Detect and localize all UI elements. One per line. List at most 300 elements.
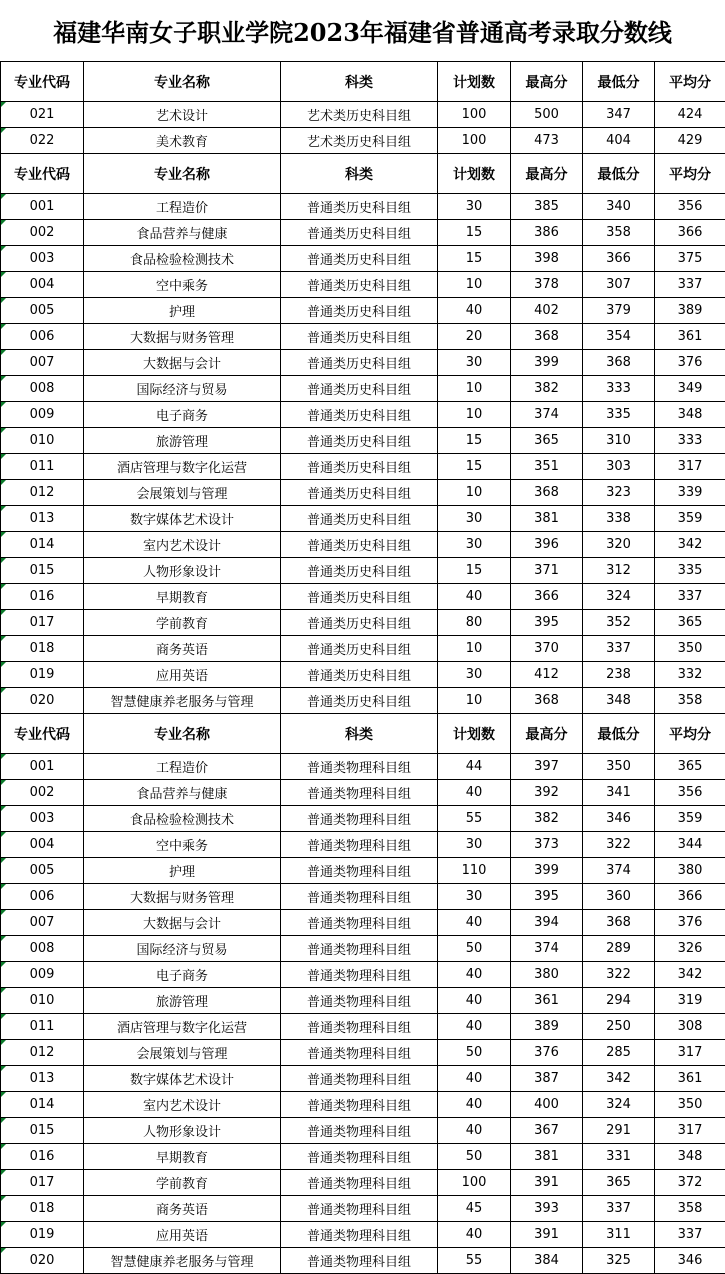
column-header-code: 专业代码 xyxy=(1,62,84,102)
cell-code: 014 xyxy=(1,1092,84,1118)
cell-major: 食品营养与健康 xyxy=(84,780,281,806)
cell-min-score: 352 xyxy=(583,610,655,636)
cell-avg-score: 376 xyxy=(655,910,725,936)
cell-plan: 30 xyxy=(438,662,511,688)
cell-avg-score: 317 xyxy=(655,1118,725,1144)
cell-major: 食品营养与健康 xyxy=(84,220,281,246)
cell-major: 电子商务 xyxy=(84,402,281,428)
cell-avg-score: 358 xyxy=(655,688,725,714)
table-row xyxy=(1,1014,725,1040)
cell-plan: 40 xyxy=(438,910,511,936)
cell-plan: 10 xyxy=(438,272,511,298)
cell-major: 空中乘务 xyxy=(84,272,281,298)
cell-code: 005 xyxy=(1,858,84,884)
score-table-body xyxy=(1,62,725,1274)
cell-category: 普通类历史科目组 xyxy=(281,350,438,376)
cell-avg-score: 342 xyxy=(655,962,725,988)
table-row xyxy=(1,1196,725,1222)
cell-category: 普通类物理科目组 xyxy=(281,1196,438,1222)
cell-max-score: 381 xyxy=(511,506,583,532)
cell-category: 普通类物理科目组 xyxy=(281,1092,438,1118)
table-row xyxy=(1,558,725,584)
cell-category: 普通类历史科目组 xyxy=(281,584,438,610)
cell-max-score: 370 xyxy=(511,636,583,662)
page-title: 福建华南女子职业学院2023年福建省普通高考录取分数线 xyxy=(0,0,725,62)
cell-min-score: 374 xyxy=(583,858,655,884)
cell-code: 015 xyxy=(1,558,84,584)
cell-major: 人物形象设计 xyxy=(84,558,281,584)
table-row xyxy=(1,688,725,714)
cell-plan: 15 xyxy=(438,246,511,272)
column-header-plan: 计划数 xyxy=(438,62,511,102)
cell-major: 酒店管理与数字化运营 xyxy=(84,1014,281,1040)
cell-plan: 30 xyxy=(438,832,511,858)
cell-major: 艺术设计 xyxy=(84,102,281,128)
cell-avg-score: 335 xyxy=(655,558,725,584)
cell-code: 014 xyxy=(1,532,84,558)
cell-min-score: 347 xyxy=(583,102,655,128)
cell-category: 普通类物理科目组 xyxy=(281,780,438,806)
cell-max-score: 380 xyxy=(511,962,583,988)
cell-code: 011 xyxy=(1,1014,84,1040)
cell-min-score: 291 xyxy=(583,1118,655,1144)
cell-category: 普通类物理科目组 xyxy=(281,936,438,962)
cell-max-score: 393 xyxy=(511,1196,583,1222)
table-row xyxy=(1,102,725,128)
cell-category: 普通类历史科目组 xyxy=(281,272,438,298)
cell-code: 007 xyxy=(1,910,84,936)
column-header-plan: 计划数 xyxy=(438,154,511,194)
cell-min-score: 358 xyxy=(583,220,655,246)
cell-category: 普通类物理科目组 xyxy=(281,884,438,910)
cell-min-score: 337 xyxy=(583,636,655,662)
cell-code: 004 xyxy=(1,272,84,298)
cell-code: 016 xyxy=(1,1144,84,1170)
table-row xyxy=(1,636,725,662)
cell-major: 护理 xyxy=(84,298,281,324)
cell-avg-score: 349 xyxy=(655,376,725,402)
column-header-major: 专业名称 xyxy=(84,714,281,754)
cell-major: 大数据与会计 xyxy=(84,350,281,376)
cell-major: 工程造价 xyxy=(84,194,281,220)
cell-avg-score: 348 xyxy=(655,402,725,428)
cell-avg-score: 308 xyxy=(655,1014,725,1040)
cell-min-score: 368 xyxy=(583,910,655,936)
cell-major: 室内艺术设计 xyxy=(84,1092,281,1118)
column-header-category: 科类 xyxy=(281,154,438,194)
cell-avg-score: 372 xyxy=(655,1170,725,1196)
cell-min-score: 333 xyxy=(583,376,655,402)
cell-major: 工程造价 xyxy=(84,754,281,780)
cell-min-score: 238 xyxy=(583,662,655,688)
cell-code: 010 xyxy=(1,988,84,1014)
cell-max-score: 387 xyxy=(511,1066,583,1092)
column-header-code: 专业代码 xyxy=(1,714,84,754)
cell-max-score: 382 xyxy=(511,376,583,402)
table-row xyxy=(1,962,725,988)
cell-max-score: 395 xyxy=(511,884,583,910)
cell-code: 020 xyxy=(1,688,84,714)
cell-max-score: 399 xyxy=(511,858,583,884)
cell-major: 人物形象设计 xyxy=(84,1118,281,1144)
cell-plan: 100 xyxy=(438,102,511,128)
cell-category: 普通类历史科目组 xyxy=(281,454,438,480)
cell-major: 国际经济与贸易 xyxy=(84,936,281,962)
cell-max-score: 395 xyxy=(511,610,583,636)
cell-avg-score: 359 xyxy=(655,806,725,832)
cell-max-score: 351 xyxy=(511,454,583,480)
cell-major: 酒店管理与数字化运营 xyxy=(84,454,281,480)
cell-max-score: 397 xyxy=(511,754,583,780)
table-row xyxy=(1,858,725,884)
cell-max-score: 378 xyxy=(511,272,583,298)
cell-plan: 50 xyxy=(438,1040,511,1066)
table-row xyxy=(1,662,725,688)
cell-max-score: 371 xyxy=(511,558,583,584)
cell-min-score: 354 xyxy=(583,324,655,350)
section-header-row xyxy=(1,62,725,102)
cell-major: 数字媒体艺术设计 xyxy=(84,506,281,532)
cell-min-score: 324 xyxy=(583,584,655,610)
column-header-min-score: 最低分 xyxy=(583,154,655,194)
cell-code: 017 xyxy=(1,610,84,636)
cell-avg-score: 424 xyxy=(655,102,725,128)
cell-min-score: 312 xyxy=(583,558,655,584)
cell-category: 普通类历史科目组 xyxy=(281,194,438,220)
cell-avg-score: 375 xyxy=(655,246,725,272)
cell-major: 早期教育 xyxy=(84,584,281,610)
cell-category: 普通类历史科目组 xyxy=(281,506,438,532)
cell-max-score: 394 xyxy=(511,910,583,936)
column-header-category: 科类 xyxy=(281,62,438,102)
cell-max-score: 365 xyxy=(511,428,583,454)
cell-min-score: 307 xyxy=(583,272,655,298)
cell-avg-score: 326 xyxy=(655,936,725,962)
cell-major: 旅游管理 xyxy=(84,988,281,1014)
cell-category: 普通类历史科目组 xyxy=(281,402,438,428)
cell-code: 001 xyxy=(1,194,84,220)
cell-avg-score: 356 xyxy=(655,194,725,220)
cell-category: 普通类物理科目组 xyxy=(281,1248,438,1274)
column-header-category: 科类 xyxy=(281,714,438,754)
cell-major: 数字媒体艺术设计 xyxy=(84,1066,281,1092)
cell-plan: 100 xyxy=(438,1170,511,1196)
cell-plan: 40 xyxy=(438,298,511,324)
cell-major: 护理 xyxy=(84,858,281,884)
table-row xyxy=(1,832,725,858)
cell-min-score: 303 xyxy=(583,454,655,480)
cell-major: 商务英语 xyxy=(84,636,281,662)
cell-plan: 40 xyxy=(438,780,511,806)
cell-category: 普通类历史科目组 xyxy=(281,662,438,688)
cell-min-score: 348 xyxy=(583,688,655,714)
cell-min-score: 322 xyxy=(583,832,655,858)
cell-plan: 40 xyxy=(438,1066,511,1092)
cell-category: 普通类物理科目组 xyxy=(281,1118,438,1144)
cell-major: 会展策划与管理 xyxy=(84,480,281,506)
cell-plan: 15 xyxy=(438,428,511,454)
cell-major: 国际经济与贸易 xyxy=(84,376,281,402)
cell-major: 大数据与会计 xyxy=(84,910,281,936)
table-row xyxy=(1,506,725,532)
cell-plan: 20 xyxy=(438,324,511,350)
table-row xyxy=(1,350,725,376)
cell-avg-score: 333 xyxy=(655,428,725,454)
cell-category: 普通类历史科目组 xyxy=(281,376,438,402)
cell-category: 普通类历史科目组 xyxy=(281,688,438,714)
cell-avg-score: 339 xyxy=(655,480,725,506)
table-row xyxy=(1,246,725,272)
cell-avg-score: 348 xyxy=(655,1144,725,1170)
table-row xyxy=(1,376,725,402)
cell-avg-score: 337 xyxy=(655,1222,725,1248)
cell-plan: 44 xyxy=(438,754,511,780)
cell-code: 018 xyxy=(1,636,84,662)
column-header-max-score: 最高分 xyxy=(511,154,583,194)
cell-plan: 100 xyxy=(438,128,511,154)
cell-plan: 40 xyxy=(438,1014,511,1040)
cell-min-score: 250 xyxy=(583,1014,655,1040)
cell-max-score: 396 xyxy=(511,532,583,558)
cell-major: 会展策划与管理 xyxy=(84,1040,281,1066)
table-row xyxy=(1,220,725,246)
cell-avg-score: 337 xyxy=(655,272,725,298)
cell-max-score: 361 xyxy=(511,988,583,1014)
cell-max-score: 374 xyxy=(511,936,583,962)
column-header-plan: 计划数 xyxy=(438,714,511,754)
cell-code: 013 xyxy=(1,1066,84,1092)
cell-min-score: 320 xyxy=(583,532,655,558)
cell-code: 012 xyxy=(1,480,84,506)
cell-category: 普通类历史科目组 xyxy=(281,480,438,506)
table-row xyxy=(1,532,725,558)
table-row xyxy=(1,1248,725,1274)
cell-plan: 55 xyxy=(438,1248,511,1274)
cell-major: 食品检验检测技术 xyxy=(84,806,281,832)
cell-max-score: 381 xyxy=(511,1144,583,1170)
cell-major: 学前教育 xyxy=(84,610,281,636)
cell-max-score: 373 xyxy=(511,832,583,858)
cell-category: 普通类物理科目组 xyxy=(281,1066,438,1092)
cell-max-score: 376 xyxy=(511,1040,583,1066)
column-header-avg-score: 平均分 xyxy=(655,154,725,194)
cell-code: 015 xyxy=(1,1118,84,1144)
cell-max-score: 402 xyxy=(511,298,583,324)
cell-min-score: 294 xyxy=(583,988,655,1014)
table-row xyxy=(1,1144,725,1170)
cell-max-score: 368 xyxy=(511,480,583,506)
cell-category: 普通类历史科目组 xyxy=(281,558,438,584)
cell-avg-score: 350 xyxy=(655,636,725,662)
cell-category: 普通类历史科目组 xyxy=(281,246,438,272)
table-row xyxy=(1,480,725,506)
cell-avg-score: 380 xyxy=(655,858,725,884)
cell-category: 艺术类历史科目组 xyxy=(281,102,438,128)
cell-max-score: 367 xyxy=(511,1118,583,1144)
cell-max-score: 400 xyxy=(511,1092,583,1118)
cell-category: 普通类历史科目组 xyxy=(281,220,438,246)
table-row xyxy=(1,1222,725,1248)
column-header-major: 专业名称 xyxy=(84,154,281,194)
cell-min-score: 325 xyxy=(583,1248,655,1274)
cell-min-score: 366 xyxy=(583,246,655,272)
cell-major: 美术教育 xyxy=(84,128,281,154)
cell-min-score: 350 xyxy=(583,754,655,780)
column-header-code: 专业代码 xyxy=(1,154,84,194)
cell-plan: 10 xyxy=(438,376,511,402)
section-header-row xyxy=(1,154,725,194)
cell-code: 002 xyxy=(1,220,84,246)
cell-max-score: 366 xyxy=(511,584,583,610)
cell-category: 普通类物理科目组 xyxy=(281,806,438,832)
cell-major: 大数据与财务管理 xyxy=(84,884,281,910)
cell-code: 001 xyxy=(1,754,84,780)
cell-code: 006 xyxy=(1,324,84,350)
cell-max-score: 399 xyxy=(511,350,583,376)
cell-avg-score: 346 xyxy=(655,1248,725,1274)
cell-max-score: 391 xyxy=(511,1222,583,1248)
cell-plan: 30 xyxy=(438,884,511,910)
cell-max-score: 500 xyxy=(511,102,583,128)
cell-avg-score: 359 xyxy=(655,506,725,532)
cell-code: 008 xyxy=(1,936,84,962)
cell-min-score: 310 xyxy=(583,428,655,454)
table-row xyxy=(1,402,725,428)
cell-min-score: 289 xyxy=(583,936,655,962)
cell-plan: 40 xyxy=(438,584,511,610)
cell-plan: 45 xyxy=(438,1196,511,1222)
cell-category: 普通类物理科目组 xyxy=(281,1144,438,1170)
cell-avg-score: 337 xyxy=(655,584,725,610)
cell-min-score: 322 xyxy=(583,962,655,988)
table-row xyxy=(1,584,725,610)
cell-category: 普通类历史科目组 xyxy=(281,428,438,454)
cell-min-score: 337 xyxy=(583,1196,655,1222)
cell-category: 普通类物理科目组 xyxy=(281,858,438,884)
cell-code: 012 xyxy=(1,1040,84,1066)
cell-plan: 30 xyxy=(438,194,511,220)
cell-min-score: 324 xyxy=(583,1092,655,1118)
cell-code: 005 xyxy=(1,298,84,324)
section-header-row xyxy=(1,714,725,754)
cell-category: 普通类物理科目组 xyxy=(281,1222,438,1248)
cell-max-score: 382 xyxy=(511,806,583,832)
cell-max-score: 385 xyxy=(511,194,583,220)
column-header-avg-score: 平均分 xyxy=(655,714,725,754)
cell-avg-score: 366 xyxy=(655,220,725,246)
column-header-max-score: 最高分 xyxy=(511,714,583,754)
cell-category: 普通类历史科目组 xyxy=(281,532,438,558)
cell-category: 普通类历史科目组 xyxy=(281,324,438,350)
cell-category: 普通类历史科目组 xyxy=(281,636,438,662)
table-row xyxy=(1,910,725,936)
cell-avg-score: 344 xyxy=(655,832,725,858)
cell-major: 应用英语 xyxy=(84,1222,281,1248)
cell-code: 018 xyxy=(1,1196,84,1222)
column-header-avg-score: 平均分 xyxy=(655,62,725,102)
cell-major: 应用英语 xyxy=(84,662,281,688)
cell-code: 019 xyxy=(1,1222,84,1248)
cell-category: 普通类物理科目组 xyxy=(281,962,438,988)
cell-category: 普通类物理科目组 xyxy=(281,754,438,780)
column-header-min-score: 最低分 xyxy=(583,714,655,754)
cell-plan: 10 xyxy=(438,636,511,662)
cell-min-score: 311 xyxy=(583,1222,655,1248)
cell-max-score: 384 xyxy=(511,1248,583,1274)
table-row xyxy=(1,298,725,324)
cell-min-score: 346 xyxy=(583,806,655,832)
cell-min-score: 285 xyxy=(583,1040,655,1066)
cell-code: 003 xyxy=(1,246,84,272)
cell-code: 009 xyxy=(1,402,84,428)
cell-plan: 15 xyxy=(438,220,511,246)
cell-code: 021 xyxy=(1,102,84,128)
cell-category: 普通类物理科目组 xyxy=(281,1014,438,1040)
cell-plan: 15 xyxy=(438,454,511,480)
cell-code: 002 xyxy=(1,780,84,806)
cell-plan: 40 xyxy=(438,962,511,988)
cell-plan: 40 xyxy=(438,1222,511,1248)
cell-max-score: 398 xyxy=(511,246,583,272)
cell-major: 学前教育 xyxy=(84,1170,281,1196)
table-row xyxy=(1,1092,725,1118)
cell-avg-score: 376 xyxy=(655,350,725,376)
cell-plan: 30 xyxy=(438,532,511,558)
cell-category: 普通类物理科目组 xyxy=(281,1170,438,1196)
cell-min-score: 360 xyxy=(583,884,655,910)
cell-min-score: 368 xyxy=(583,350,655,376)
table-row xyxy=(1,428,725,454)
cell-category: 艺术类历史科目组 xyxy=(281,128,438,154)
cell-avg-score: 365 xyxy=(655,610,725,636)
cell-plan: 30 xyxy=(438,506,511,532)
cell-code: 022 xyxy=(1,128,84,154)
cell-min-score: 331 xyxy=(583,1144,655,1170)
cell-major: 室内艺术设计 xyxy=(84,532,281,558)
cell-code: 008 xyxy=(1,376,84,402)
cell-category: 普通类物理科目组 xyxy=(281,832,438,858)
score-table xyxy=(0,61,725,1274)
cell-plan: 30 xyxy=(438,350,511,376)
cell-major: 智慧健康养老服务与管理 xyxy=(84,688,281,714)
cell-max-score: 386 xyxy=(511,220,583,246)
table-row xyxy=(1,884,725,910)
cell-category: 普通类物理科目组 xyxy=(281,988,438,1014)
column-header-min-score: 最低分 xyxy=(583,62,655,102)
cell-max-score: 473 xyxy=(511,128,583,154)
cell-avg-score: 332 xyxy=(655,662,725,688)
cell-category: 普通类历史科目组 xyxy=(281,298,438,324)
cell-avg-score: 429 xyxy=(655,128,725,154)
cell-avg-score: 317 xyxy=(655,1040,725,1066)
cell-avg-score: 342 xyxy=(655,532,725,558)
cell-code: 004 xyxy=(1,832,84,858)
table-row xyxy=(1,806,725,832)
cell-major: 空中乘务 xyxy=(84,832,281,858)
cell-max-score: 389 xyxy=(511,1014,583,1040)
table-row xyxy=(1,128,725,154)
cell-min-score: 342 xyxy=(583,1066,655,1092)
cell-min-score: 335 xyxy=(583,402,655,428)
cell-major: 早期教育 xyxy=(84,1144,281,1170)
cell-min-score: 340 xyxy=(583,194,655,220)
cell-max-score: 368 xyxy=(511,324,583,350)
cell-code: 013 xyxy=(1,506,84,532)
cell-major: 电子商务 xyxy=(84,962,281,988)
table-row xyxy=(1,454,725,480)
table-row xyxy=(1,1170,725,1196)
cell-plan: 110 xyxy=(438,858,511,884)
